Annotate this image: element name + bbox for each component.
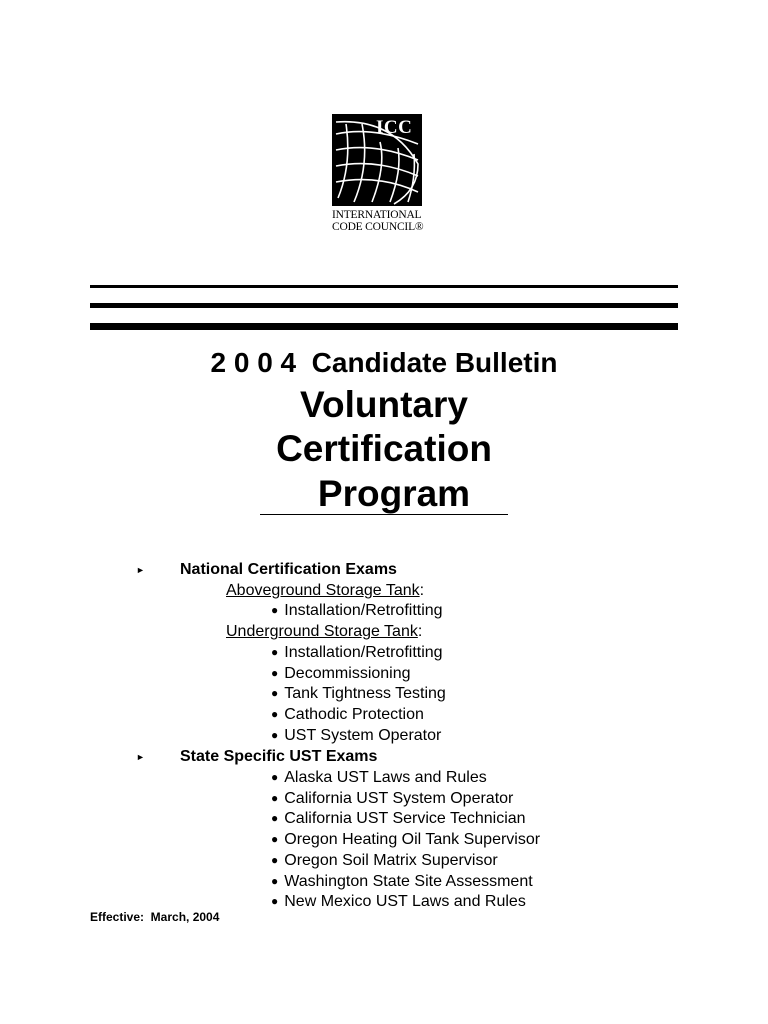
title-voluntary: Voluntary xyxy=(300,384,468,425)
list-item: ● Tank Tightness Testing xyxy=(271,683,446,705)
title-program: Program xyxy=(317,473,471,514)
divider-medium xyxy=(90,303,678,308)
title-certification: Certification xyxy=(276,428,492,469)
list-item: ● Alaska UST Laws and Rules xyxy=(271,767,487,789)
group-label-text: Underground Storage Tank xyxy=(226,623,418,640)
logo-name-line1: INTERNATIONAL xyxy=(332,209,422,221)
list-item: ● Installation/Retrofitting xyxy=(271,600,443,622)
arrow-bullet-icon: ► xyxy=(136,752,145,762)
title-underline xyxy=(260,514,508,515)
globe-grid-emblem xyxy=(332,114,422,206)
arrow-bullet-icon: ► xyxy=(136,565,145,575)
group-label-text: Aboveground Storage Tank xyxy=(226,582,420,599)
list-item: ● Oregon Soil Matrix Supervisor xyxy=(271,850,498,872)
divider-thick xyxy=(90,323,678,330)
logo-name-line2: CODE COUNCIL® xyxy=(332,221,424,233)
effective-date: Effective: March, 2004 xyxy=(90,910,220,924)
group-label: Aboveground Storage Tank: xyxy=(226,582,425,599)
list-item: ● Cathodic Protection xyxy=(271,704,424,726)
list-item: ● New Mexico UST Laws and Rules xyxy=(271,891,526,913)
section-heading: National Certification Exams xyxy=(180,561,397,578)
bulletin-title: 2 0 0 4 Candidate Bulletin xyxy=(210,347,558,378)
section-heading: State Specific UST Exams xyxy=(180,748,378,765)
list-item: ● Oregon Heating Oil Tank Supervisor xyxy=(271,829,540,851)
divider-thin xyxy=(90,285,678,288)
group-label: Underground Storage Tank: xyxy=(226,623,423,640)
list-item: ● UST System Operator xyxy=(271,725,441,747)
list-item: ● Decommissioning xyxy=(271,663,411,685)
list-item: ● Installation/Retrofitting xyxy=(271,642,443,664)
list-item: ● California UST Service Technician xyxy=(271,808,526,830)
list-item: ● California UST System Operator xyxy=(271,788,513,810)
list-item: ● Washington State Site Assessment xyxy=(271,871,533,893)
logo-acronym: ICC xyxy=(376,117,413,138)
